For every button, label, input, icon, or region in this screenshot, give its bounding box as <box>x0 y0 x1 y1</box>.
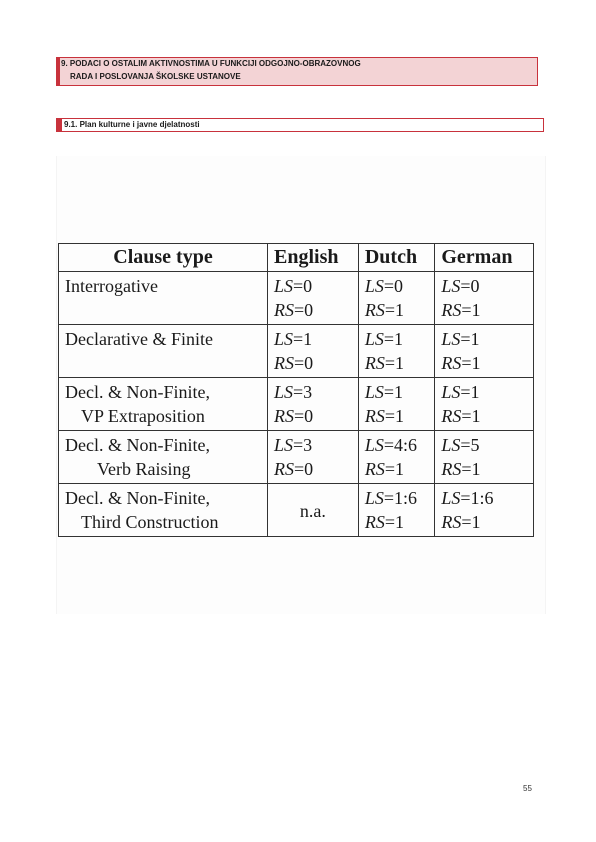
page-number: 55 <box>523 784 532 793</box>
english-cell-na: n.a. <box>268 484 359 537</box>
english-cell <box>268 325 359 378</box>
header-clause-type: Clause type <box>59 244 268 272</box>
clause-type-label: Decl. & Non-Finite, <box>65 382 210 402</box>
table-row <box>59 484 534 537</box>
table-header-row <box>59 244 534 272</box>
dutch-cell <box>358 325 435 378</box>
clause-type-cell <box>59 484 268 537</box>
header-dutch: Dutch <box>358 244 435 272</box>
table-row <box>59 325 534 378</box>
rs-value: RS=1 <box>441 406 481 426</box>
clause-type-label: Declarative & Finite <box>65 329 213 349</box>
subsection-heading-box <box>56 118 544 132</box>
rs-value: RS=1 <box>364 406 405 426</box>
table-row <box>59 378 534 431</box>
rs-value: RS=0 <box>274 300 314 320</box>
english-cell <box>268 431 359 484</box>
rs-value: RS=1 <box>364 459 405 479</box>
clause-type-cell <box>59 272 268 325</box>
clause-type-cell <box>59 378 268 431</box>
clause-type-sublabel: Third Construction <box>81 512 219 532</box>
ls-value: LS=1 <box>364 382 404 402</box>
table-row <box>59 272 534 325</box>
clause-type-label: Decl. & Non-Finite, <box>65 435 210 455</box>
section-heading-line1: 9. PODACI O OSTALIM AKTIVNOSTIMA U FUNKCIJI ODGOJNO-OBRAZOVNOG <box>61 59 361 68</box>
rs-value: RS=1 <box>441 459 481 479</box>
clause-type-table <box>58 243 534 537</box>
subsection-accent-bar <box>57 119 62 131</box>
clause-type-sublabel: VP Extraposition <box>81 406 205 426</box>
rs-value: RS=0 <box>274 353 314 373</box>
rs-value: RS=1 <box>364 300 405 320</box>
dutch-cell <box>358 431 435 484</box>
ls-value: LS=4:6 <box>364 435 418 455</box>
german-cell <box>435 431 534 484</box>
ls-value: LS=1 <box>441 382 480 402</box>
rs-value: RS=0 <box>274 459 314 479</box>
ls-value: LS=3 <box>274 382 313 402</box>
ls-value: LS=1 <box>274 329 313 349</box>
dutch-cell <box>358 484 435 537</box>
rs-value: RS=1 <box>441 300 481 320</box>
ls-value: LS=0 <box>274 276 313 296</box>
rs-value: RS=1 <box>441 353 481 373</box>
dutch-cell <box>358 272 435 325</box>
header-german: German <box>435 244 534 272</box>
ls-value: LS=0 <box>364 276 404 296</box>
ls-value: LS=5 <box>441 435 480 455</box>
ls-value: LS=1 <box>441 329 480 349</box>
german-cell <box>435 272 534 325</box>
clause-type-label: Interrogative <box>65 276 158 296</box>
section-accent-bar <box>57 58 60 85</box>
rs-value: RS=1 <box>441 512 481 532</box>
clause-type-sublabel: Verb Raising <box>97 459 191 479</box>
ls-value: LS=3 <box>274 435 313 455</box>
rs-value: RS=0 <box>274 406 314 426</box>
german-cell <box>435 484 534 537</box>
english-cell <box>268 378 359 431</box>
ls-value: LS=1 <box>364 329 404 349</box>
german-cell <box>435 378 534 431</box>
ls-value: LS=1:6 <box>364 488 418 508</box>
section-heading-box <box>56 57 538 86</box>
dutch-cell <box>358 378 435 431</box>
clause-type-cell <box>59 325 268 378</box>
rs-value: RS=1 <box>364 353 405 373</box>
clause-type-label: Decl. & Non-Finite, <box>65 488 210 508</box>
table-row <box>59 431 534 484</box>
clause-type-cell <box>59 431 268 484</box>
german-cell <box>435 325 534 378</box>
section-heading-line2: RADA I POSLOVANJA ŠKOLSKE USTANOVE <box>70 72 241 81</box>
english-cell <box>268 272 359 325</box>
header-english: English <box>268 244 359 272</box>
ls-value: LS=0 <box>441 276 480 296</box>
subsection-heading: 9.1. Plan kulturne i javne djelatnosti <box>64 120 200 129</box>
ls-value: LS=1:6 <box>441 488 494 508</box>
rs-value: RS=1 <box>364 512 405 532</box>
